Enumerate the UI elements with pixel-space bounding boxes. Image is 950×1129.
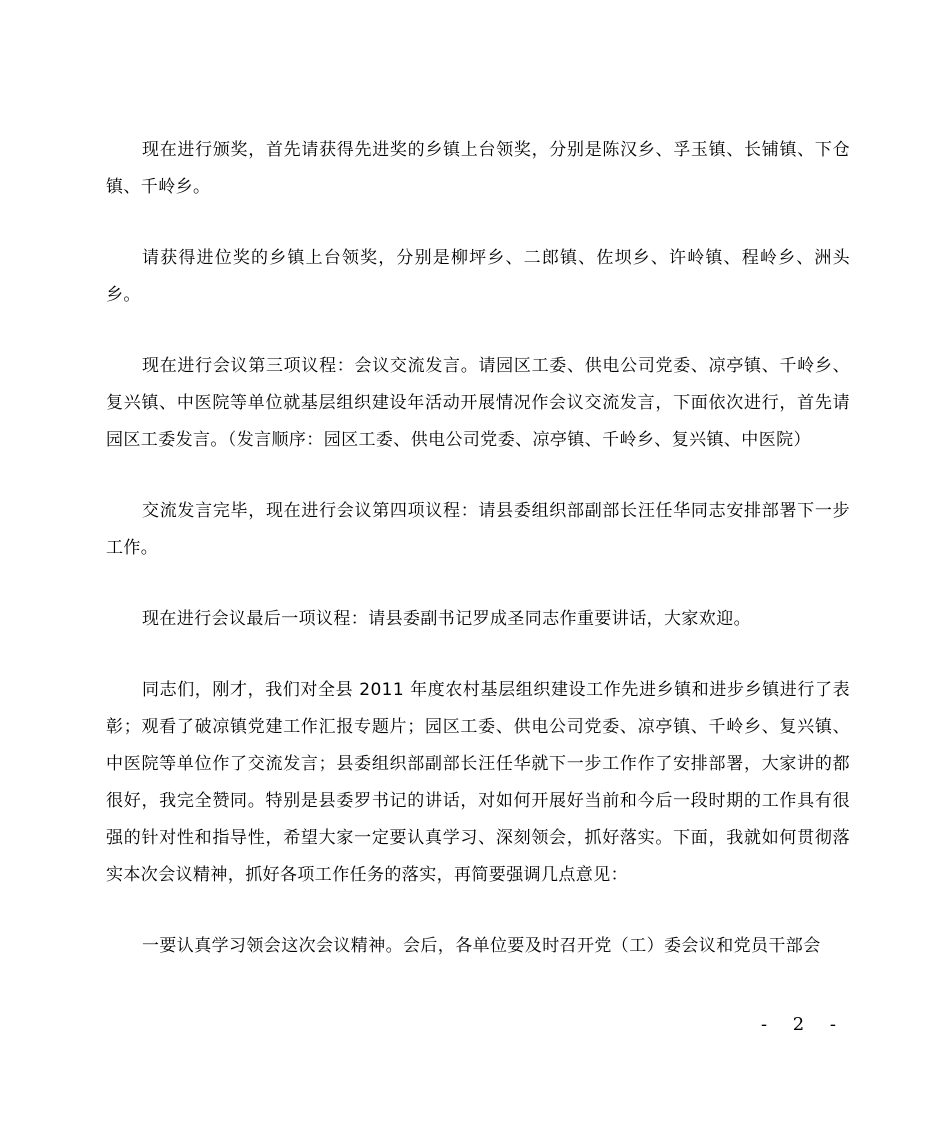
paragraph-agenda-three: 现在进行会议第三项议程：会议交流发言。请园区工委、供电公司党委、凉亭镇、千岭乡、复兴镇、中医院等单位就基层组织建设年活动开展情况作会议交流发言，下面依次进行，首先请园区工委发言。（发言顺序：园区工委、供电公司党委、凉亭镇、千岭乡、复兴镇、中医院）: [106, 356, 850, 450]
paragraph-final-agenda: 现在进行会议最后一项议程：请县委副书记罗成圣同志作重要讲话，大家欢迎。: [142, 609, 751, 629]
paragraph-awards-advanced: 现在进行颁奖，首先请获得先进奖的乡镇上台领奖，分别是陈汉乡、孚玉镇、长铺镇、下仓镇、千岭乡。: [106, 140, 850, 197]
paragraph-summary-remarks: 同志们，刚才，我们对全县 2011 年度农村基层组织建设工作先进乡镇和进步乡镇进行了表彰；观看了破凉镇党建工作汇报专题片；园区工委、供电公司党委、凉亭镇、千岭乡、复兴镇、中医院等单位作了交流发言；县委组织部副部长汪任华就下一步工作作了安排部署，大家讲的都很好，我完全赞同。特别是县委罗书记的讲话，对如何开展好当前和今后一段时期的工作具有很强的针对性和指导性，希望大家一定要认真学习、深刻领会，抓好落实。下面，我就如何贯彻落实本次会议精神，抓好各项工作任务的落实，再简要强调几点意见：: [106, 680, 850, 885]
paragraph-agenda-four: 交流发言完毕，现在进行会议第四项议程：请县委组织部副部长汪任华同志安排部署下一步工作。: [106, 501, 850, 558]
document-body: [106, 132, 850, 999]
page-number: - 2 -: [760, 1014, 846, 1035]
paragraph-awards-progress: 请获得进位奖的乡镇上台领奖，分别是柳坪乡、二郎镇、佐坝乡、许岭镇、程岭乡、洲头乡。: [106, 248, 850, 305]
paragraph-first-requirement: 一要认真学习领会这次会议精神。会后，各单位要及时召开党（工）委会议和党员干部会: [142, 936, 821, 956]
